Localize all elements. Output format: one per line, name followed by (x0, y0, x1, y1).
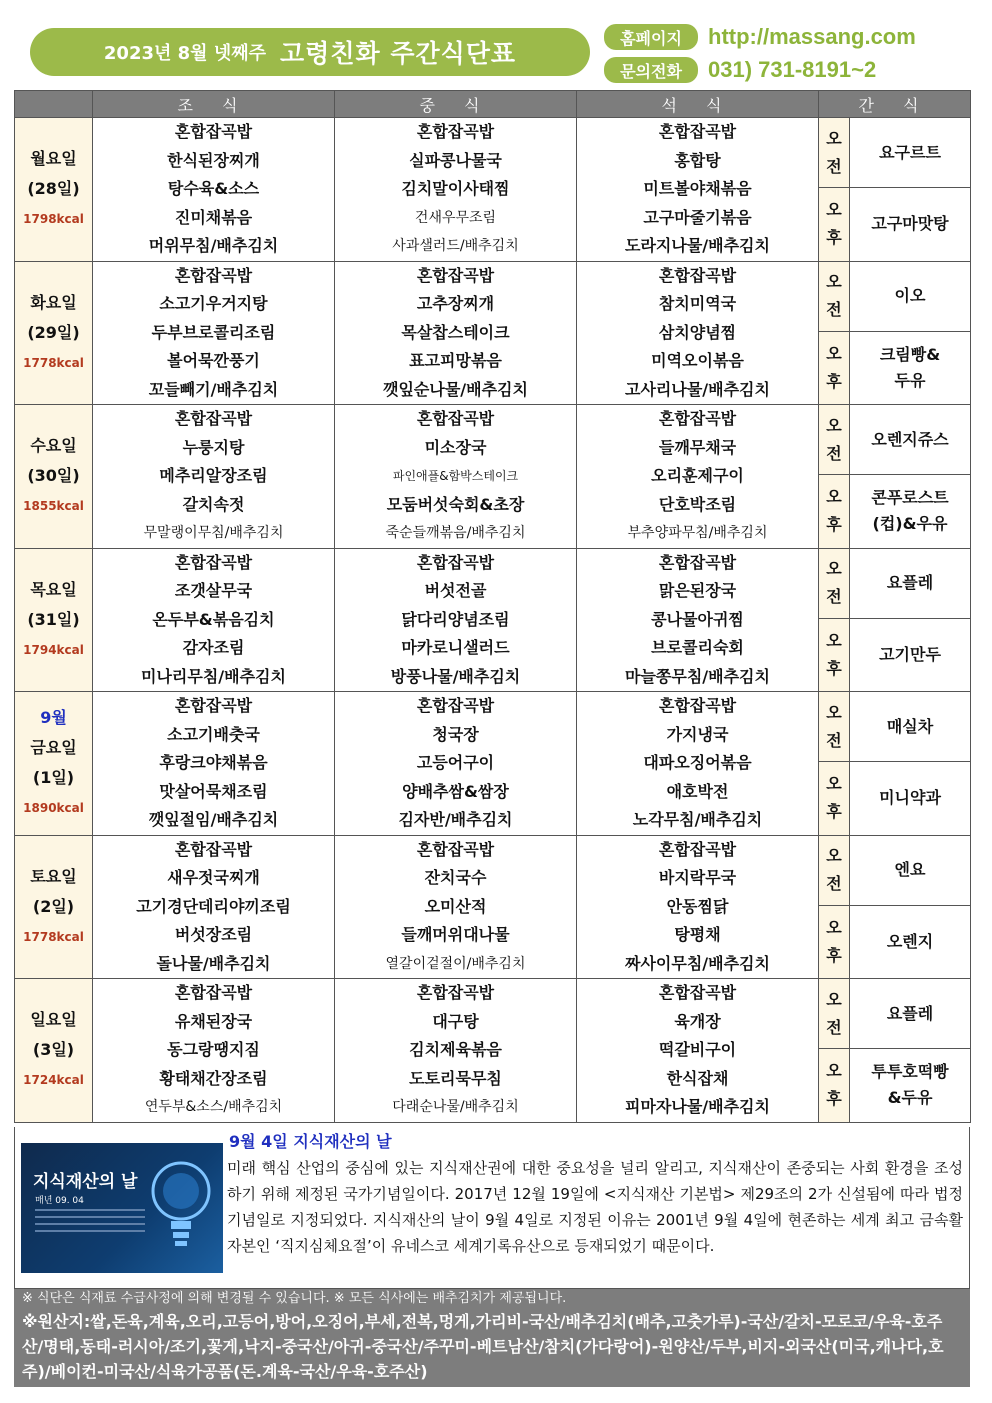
menu-item: 감자조림 (182, 638, 245, 657)
slot-char: 오 (826, 343, 842, 363)
menu-item: 연두부&소스/배추김치 (144, 1099, 283, 1115)
weekday-label: 수요일 (30, 436, 77, 456)
slot-char: 오 (826, 846, 842, 866)
phone-number: 031) 731-8191~2 (708, 57, 877, 82)
menu-item: 혼합잡곡밥 (416, 696, 495, 715)
menu-item: 단호박조림 (658, 494, 737, 514)
breakfast-cell (93, 692, 335, 836)
menu-item: 목살찹스테이크 (401, 322, 510, 342)
snack-slot-am (819, 835, 850, 905)
menu-item: 두부브로콜리조림 (151, 322, 276, 342)
menu-item: 탕수육&소스 (167, 179, 260, 198)
snack-pm: 크림빵& 두유 (850, 331, 971, 404)
weekday-label: 일요일 (30, 1010, 77, 1030)
lunch-cell (335, 692, 577, 836)
dinner-cell (577, 405, 819, 549)
kcal-label: 1724kcal (23, 1073, 84, 1088)
menu-item: 마늘쫑무침/배추김치 (625, 666, 770, 686)
menu-item: 떡갈비구이 (658, 1040, 737, 1059)
snack-slot-am (819, 118, 850, 188)
notice-body: 미래 핵심 산업의 중심에 있는 지식재산권에 대한 중요성을 널리 알리고, 지식재산이 존중되는 사회 환경을 조성하기 위해 제정된 국가기념일이다. 2017년 12월 19일에 <지식재산 기본법> 제29조의 2가 신설됨에 따라 법정기념일로 지정되었다. 지식재산의 날이 9월 4일로 지정된 이유는 2001년 9월 4일에 현존하는 세계 최고 금속활자본인 ‘직지심체요절’이 유네스코 세계기록유산으로 등재되었기 때문이다. (227, 1159, 963, 1255)
menu-item: 후랑크야채볶음 (159, 753, 268, 772)
menu-item: 미역오이볶음 (651, 351, 744, 370)
header-day (15, 91, 93, 118)
slot-char: 오 (826, 559, 842, 579)
menu-item: 참치미역국 (658, 294, 737, 313)
slot-char: 후 (826, 1089, 842, 1109)
menu-item: 무말랭이무침/배추김치 (143, 525, 284, 541)
menu-item: 한식된장찌개 (167, 150, 260, 170)
menu-item: 대파오징어볶음 (643, 753, 752, 772)
menu-item: 혼합잡곡밥 (416, 839, 495, 859)
menu-item: 바지락무국 (658, 868, 737, 887)
notice-image-title: 지식재산의 날 (33, 1172, 138, 1192)
dinner-cell (577, 118, 819, 262)
weekday-label: 월요일 (30, 149, 77, 169)
dinner-cell (577, 979, 819, 1123)
menu-item: 혼합잡곡밥 (174, 409, 253, 428)
menu-item: 새우젓국찌개 (167, 868, 260, 887)
homepage-link[interactable]: http://massang.com (708, 24, 916, 49)
menu-item: 양배추쌈&쌈장 (402, 781, 509, 801)
menu-item: 닭다리양념조림 (401, 609, 510, 629)
menu-item: 탕평채 (674, 925, 721, 944)
menu-table (14, 90, 971, 1123)
snack-slot-am (819, 405, 850, 475)
snack-pm: 고구마맛탕 (850, 188, 971, 261)
breakfast-cell (93, 548, 335, 692)
menu-item: 미소장국 (424, 437, 487, 457)
slot-char: 후 (826, 371, 842, 391)
menu-item: 메추리알장조림 (159, 466, 268, 485)
snack-pm: 오렌지 (850, 905, 971, 978)
menu-item: 맑은된장국 (658, 581, 737, 600)
menu-item: 잔치국수 (424, 868, 487, 887)
snack-am: 요구르트 (850, 118, 971, 188)
snack-pm: 고기만두 (850, 618, 971, 691)
slot-char: 후 (826, 945, 842, 965)
snack-slot-pm (819, 905, 850, 978)
menu-item: 유채된장국 (174, 1011, 253, 1031)
menu-item: 방풍나물/배추김치 (390, 666, 521, 686)
menu-item: 버섯장조림 (174, 925, 253, 944)
slot-char: 오 (826, 917, 842, 937)
menu-item: 혼합잡곡밥 (416, 409, 495, 428)
date-label: (1일) (32, 768, 75, 788)
menu-item: 혼합잡곡밥 (658, 983, 737, 1002)
dinner-cell (577, 261, 819, 405)
weekday-label: 목요일 (30, 579, 77, 599)
menu-item: 모둠버섯숙회&초장 (386, 494, 525, 514)
notes-change-notice: ※ 식단은 식재료 수급사정에 의해 변경될 수 있습니다. ※ 모든 식사에는 배추김치가 제공됩니다. (22, 1291, 567, 1306)
slot-char: 오 (826, 200, 842, 220)
menu-item: 미나리무침/배추김치 (141, 666, 286, 686)
day-cell (15, 548, 93, 692)
header-dinner: 석 식 (577, 91, 819, 118)
menu-item: 미트볼야채볶음 (643, 179, 752, 198)
snack-slot-pm (819, 188, 850, 261)
kcal-label: 1778kcal (23, 929, 84, 944)
menu-item: 피마자나물/배추김치 (625, 1097, 770, 1116)
menu-item: 소고기배춧국 (167, 724, 260, 744)
week-label: 2023년 8월 넷째주 (103, 43, 267, 64)
menu-item: 들깨머위대나물 (401, 925, 510, 944)
menu-item: 표고피망볶음 (409, 351, 502, 370)
day-cell (15, 835, 93, 979)
slot-char: 오 (826, 989, 842, 1009)
slot-char: 오 (826, 774, 842, 794)
slot-char: 후 (826, 228, 842, 248)
slot-char: 오 (826, 487, 842, 507)
snack-am: 엔요 (850, 835, 971, 905)
lunch-cell (335, 405, 577, 549)
menu-item: 콩나물아귀찜 (651, 609, 744, 629)
menu-item: 마카로니샐러드 (401, 638, 510, 657)
slot-char: 전 (826, 587, 842, 607)
day-row-top (15, 118, 971, 188)
breakfast-cell (93, 261, 335, 405)
menu-item: 다래순나물/배추김치 (392, 1099, 519, 1115)
menu-item: 부추양파무침/배추김치 (627, 525, 768, 541)
slot-char: 오 (826, 1061, 842, 1081)
snack-slot-pm (819, 331, 850, 404)
snack-pm: 투투호떡빵 &두유 (850, 1049, 971, 1122)
menu-item: 혼합잡곡밥 (174, 696, 253, 715)
breakfast-cell (93, 835, 335, 979)
menu-item: 혼합잡곡밥 (658, 122, 737, 141)
menu-item: 혼합잡곡밥 (174, 552, 253, 572)
snack-slot-am (819, 692, 850, 762)
menu-item: 누룽지탕 (182, 437, 245, 457)
snack-slot-pm (819, 762, 850, 835)
menu-item: 혼합잡곡밥 (174, 122, 253, 141)
menu-item: 대구탕 (432, 1011, 479, 1031)
date-label: (29일) (27, 322, 80, 342)
header-lunch: 중 식 (335, 91, 577, 118)
menu-item: 소고기우거지탕 (159, 294, 268, 313)
snack-slot-am (819, 979, 850, 1049)
snack-am: 오렌지쥬스 (850, 405, 971, 475)
menu-item: 애호박전 (666, 781, 729, 801)
menu-item: 안동찜닭 (666, 896, 729, 916)
notice-image-lines (35, 1209, 145, 1237)
date-label: (2일) (32, 896, 75, 916)
notice-image (21, 1143, 223, 1273)
menu-item: 브로콜리숙회 (651, 638, 744, 657)
notice-section (14, 1127, 970, 1289)
menu-item: 홍합탕 (674, 150, 721, 170)
slot-char: 후 (826, 802, 842, 822)
menu-item: 삼치양념찜 (658, 322, 737, 342)
menu-item: 혼합잡곡밥 (416, 983, 495, 1002)
menu-item: 혼합잡곡밥 (416, 265, 495, 285)
menu-item: 노각무침/배추김치 (632, 810, 763, 829)
slot-char: 후 (826, 515, 842, 535)
lunch-cell (335, 835, 577, 979)
dinner-cell (577, 692, 819, 836)
menu-item: 머위무침/배추김치 (148, 236, 279, 255)
slot-char: 오 (826, 415, 842, 435)
menu-item: 짜사이무침/배추김치 (625, 953, 770, 973)
date-label: (3일) (32, 1040, 75, 1060)
menu-item: 고사리나물/배추김치 (625, 379, 770, 399)
weekday-label: 금요일 (30, 738, 77, 758)
notice-title: 9월 4일 지식재산의 날 (229, 1132, 392, 1151)
snack-slot-pm (819, 618, 850, 691)
menu-item: 한식잡채 (666, 1068, 729, 1088)
day-cell (15, 979, 93, 1123)
menu-item: 혼합잡곡밥 (416, 122, 495, 141)
menu-item: 가지냉국 (666, 724, 729, 744)
slot-char: 전 (826, 1017, 842, 1037)
lightbulb-icon (145, 1153, 217, 1257)
slot-char: 전 (826, 300, 842, 320)
slot-char: 후 (826, 658, 842, 678)
menu-item: 고구마줄기볶음 (643, 207, 752, 227)
menu-item: 혼합잡곡밥 (658, 265, 737, 285)
slot-char: 오 (826, 702, 842, 722)
menu-item: 혼합잡곡밥 (658, 552, 737, 572)
lunch-cell (335, 118, 577, 262)
weekday-label: 토요일 (30, 866, 77, 886)
menu-item: 혼합잡곡밥 (658, 696, 737, 715)
menu-item: 고등어구이 (416, 753, 495, 772)
day-cell (15, 405, 93, 549)
dinner-cell (577, 548, 819, 692)
date-label: (31일) (27, 609, 80, 629)
menu-item: 혼합잡곡밥 (174, 839, 253, 859)
breakfast-cell (93, 118, 335, 262)
dinner-cell (577, 835, 819, 979)
menu-item: 혼합잡곡밥 (658, 839, 737, 859)
menu-item: 김자반/배추김치 (398, 810, 513, 829)
menu-item: 고기경단데리야끼조림 (136, 896, 291, 916)
phone-label: 문의전화 (604, 57, 698, 83)
snack-pm: 콘푸로스트 (컵)&우유 (850, 475, 971, 548)
day-row-top (15, 405, 971, 475)
lunch-cell (335, 261, 577, 405)
slot-char: 전 (826, 443, 842, 463)
header-snack: 간 식 (819, 91, 971, 118)
menu-item: 혼합잡곡밥 (658, 409, 737, 428)
snack-slot-pm (819, 475, 850, 548)
snack-slot-pm (819, 1049, 850, 1122)
menu-item: 버섯전골 (424, 581, 487, 600)
menu-item: 고추장찌개 (416, 294, 495, 313)
menu-item: 돌나물/배추김치 (156, 953, 271, 973)
menu-item: 맛살어묵채조림 (159, 781, 268, 801)
homepage-row (604, 24, 916, 50)
day-row-top (15, 835, 971, 905)
date-label: (28일) (27, 179, 80, 199)
lunch-cell (335, 979, 577, 1123)
menu-item: 혼합잡곡밥 (174, 265, 253, 285)
snack-am: 이오 (850, 261, 971, 331)
table-header-row (15, 91, 971, 118)
menu-item: 육개장 (674, 1011, 721, 1031)
menu-item: 진미채볶음 (174, 207, 253, 227)
menu-item: 동그랑땡지짐 (167, 1040, 260, 1059)
menu-item: 청국장 (432, 724, 479, 744)
menu-item: 김치말이사태찜 (401, 179, 510, 198)
menu-item: 조갯살무국 (174, 581, 253, 600)
slot-char: 오 (826, 272, 842, 292)
menu-item: 죽순들깨볶음/배추김치 (385, 525, 526, 541)
day-row-top (15, 261, 971, 331)
snack-am: 요플레 (850, 979, 971, 1049)
slot-char: 전 (826, 156, 842, 176)
menu-item: 깻잎순나물/배추김치 (383, 379, 528, 399)
slot-char: 전 (826, 874, 842, 894)
kcal-label: 1855kcal (23, 499, 84, 514)
menu-item: 파인애플&함박스테이크 (392, 469, 519, 483)
snack-am: 매실차 (850, 692, 971, 762)
menu-item: 온두부&볶음김치 (152, 609, 275, 629)
menu-item: 혼합잡곡밥 (174, 983, 253, 1002)
notes-origin: ※원산지:쌀,돈육,계육,오리,고등어,방어,오징어,부세,전복,멍게,가리비-국산/배추김치(배추,고춧가루)-국산/갈치-모로코/우육-호주산/명태,동태-러시아/조기,꽃게,낙지-중국산/아귀-중국산/주꾸미-베트남산/참치(가다랑어)-원양산/두부,비지-외국산(미국,캐나다,호주)/베이컨-미국산/식육가공품(돈.계육-국산/우육-호주산) (22, 1312, 944, 1381)
date-label: (30일) (27, 466, 80, 486)
kcal-label: 1890kcal (23, 801, 84, 816)
homepage-label: 홈페이지 (604, 24, 698, 50)
notice-image-date: 매년 09. 04 (35, 1196, 84, 1206)
menu-item: 깻잎절임/배추김치 (148, 810, 279, 829)
menu-item: 혼합잡곡밥 (416, 552, 495, 572)
phone-row (604, 57, 876, 83)
menu-item: 사과샐러드/배추김치 (392, 238, 519, 254)
menu-item: 김치제육볶음 (409, 1040, 502, 1059)
menu-item: 실파콩나물국 (409, 150, 502, 170)
kcal-label: 1778kcal (23, 355, 84, 370)
snack-slot-am (819, 261, 850, 331)
day-cell (15, 118, 93, 262)
kcal-label: 1794kcal (23, 642, 84, 657)
menu-item: 오리훈제구이 (651, 466, 744, 485)
slot-char: 오 (826, 630, 842, 650)
weekday-label: 화요일 (30, 292, 77, 312)
notes-section (14, 1289, 970, 1387)
snack-am: 요플레 (850, 548, 971, 618)
menu-item: 건새우무조림 (414, 209, 497, 226)
header-breakfast: 조 식 (93, 91, 335, 118)
slot-char: 오 (826, 128, 842, 148)
menu-item: 꼬들빼기/배추김치 (148, 379, 279, 399)
menu-item: 오미산적 (424, 896, 487, 916)
snack-slot-am (819, 548, 850, 618)
menu-item: 갈치속젓 (182, 494, 245, 514)
menu-item: 열갈이겉절이/배추김치 (385, 955, 526, 972)
menu-item: 볼어묵깐풍기 (167, 351, 260, 370)
menu-item: 들깨무채국 (658, 437, 737, 457)
month-label: 9월 (40, 708, 67, 728)
page-title: 고령친화 주간식단표 (280, 39, 517, 68)
day-row-top (15, 979, 971, 1049)
slot-char: 전 (826, 730, 842, 750)
day-cell (15, 692, 93, 836)
day-row-top (15, 548, 971, 618)
day-row-top (15, 692, 971, 762)
snack-pm: 미니약과 (850, 762, 971, 835)
menu-item: 도라지나물/배추김치 (625, 236, 770, 255)
kcal-label: 1798kcal (23, 212, 84, 227)
title-banner (30, 28, 590, 76)
breakfast-cell (93, 979, 335, 1123)
day-cell (15, 261, 93, 405)
lunch-cell (335, 548, 577, 692)
menu-item: 황태채간장조림 (159, 1068, 268, 1088)
breakfast-cell (93, 405, 335, 549)
menu-item: 도토리묵무침 (409, 1068, 502, 1088)
